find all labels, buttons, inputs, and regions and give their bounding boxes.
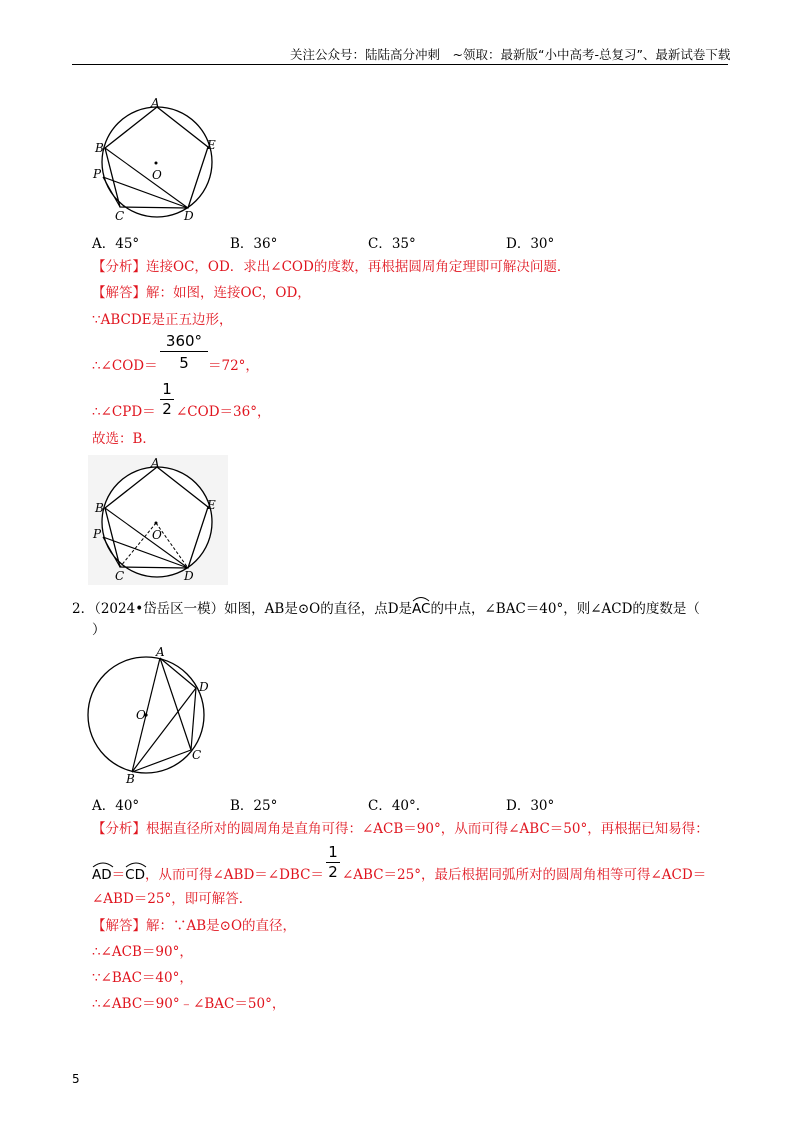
page-header: 关注公众号：陆陆高分冲刺 ~领取：最新版“小中高考-总复习”、最新试卷下载 — [290, 47, 731, 62]
q2-arc-eq: ＝ — [111, 867, 126, 883]
fig1-label-a: A — [151, 96, 160, 110]
q1-analysis — [92, 258, 570, 276]
q1-line-choice: 故选：B． — [92, 431, 156, 447]
q1-fraction-den-5: 5 — [179, 354, 189, 372]
arc-mark-icon — [412, 596, 430, 602]
fig3-label-b: B — [126, 772, 135, 785]
q1-fraction-num-360: 360° — [165, 332, 203, 350]
fig1-label-p: P — [93, 167, 102, 181]
q1-analysis-tag: 【分析】 — [92, 259, 146, 275]
q2-arc-ad-text: AD — [92, 867, 112, 883]
q2-stem-part-b: 的中点，∠BAC＝40°，则∠ACD的度数是（ — [430, 601, 700, 617]
q2-arc-cd — [125, 866, 145, 884]
fig2-label-e: E — [207, 498, 216, 512]
q2-stem-close: ） — [92, 622, 106, 638]
q1-fraction-bar-1 — [160, 351, 208, 352]
q2-line-abc: ∴∠ABC＝90°﹣∠BAC＝50°， — [92, 996, 286, 1012]
q2-analysis-text: 根据直径所对的圆周角是直角可得：∠ACB＝90°，从而可得∠ABC＝50°，再根据已知易得： — [146, 821, 709, 837]
arc-mark-icon — [92, 861, 114, 868]
fig1-label-o: O — [152, 168, 162, 182]
arc-mark-icon — [125, 861, 147, 868]
q2-option-b: B．25° — [230, 798, 278, 814]
q2-analysis-line2 — [92, 866, 324, 884]
q2-stem-arc-ac — [412, 600, 430, 618]
q1-option-c: C．35° — [368, 236, 416, 252]
fig3-label-a: A — [156, 645, 165, 659]
fig2-label-c: C — [115, 569, 125, 583]
header-divider — [72, 64, 728, 65]
fig3-label-c: C — [192, 748, 202, 762]
fig2-label-p: P — [93, 527, 102, 541]
fig2-label-d: D — [184, 569, 194, 583]
q2-line2-post: ∠ABC＝25°，最后根据同弧所对的圆周角相等可得∠ACD＝ — [342, 867, 707, 883]
fig1-label-e: E — [207, 138, 216, 152]
q1-option-d: D．30° — [506, 236, 555, 252]
q1-fraction-num-1: 1 — [162, 380, 172, 398]
figure-circle-diameter — [86, 645, 216, 785]
q1-solution-text: 解：如图，连接OC，OD， — [146, 285, 311, 301]
q2-line-bac: ∵∠BAC＝40°， — [92, 970, 193, 986]
q2-analysis-line3: ∠ABD＝25°，即可解答． — [92, 891, 253, 907]
figure-pentagon-1 — [88, 95, 228, 225]
page-number: 5 — [72, 1072, 80, 1086]
q2-option-d: D．30° — [506, 798, 555, 814]
q2-analysis — [92, 820, 709, 838]
q1-solution — [92, 284, 311, 302]
q2-arc-ad — [92, 866, 112, 884]
fig3-label-d: D — [199, 680, 209, 694]
q2-line2-mid: ，从而可得∠ABD＝∠DBC＝ — [144, 867, 324, 883]
q2-line-acb: ∴∠ACB＝90°， — [92, 944, 193, 960]
fig2-label-o: O — [152, 528, 162, 542]
q1-option-a: A．45° — [92, 236, 140, 252]
q1-solution-tag: 【解答】 — [92, 285, 146, 301]
q1-line-cpd-post: ∠COD＝36°， — [176, 404, 271, 420]
q1-option-b: B．36° — [230, 236, 278, 252]
q2-option-c: C．40°. — [368, 798, 421, 814]
q1-line-cod-pre: ∴∠COD＝ — [92, 358, 158, 374]
q1-fraction-den-2: 2 — [162, 400, 172, 418]
fig2-label-b: B — [95, 501, 104, 515]
figure-pentagon-2 — [88, 455, 228, 585]
q1-line-pentagon: ∵ABCDE是正五边形， — [92, 312, 233, 328]
fig2-label-a: A — [151, 456, 160, 470]
q2-solution-tag: 【解答】 — [92, 918, 146, 934]
q1-line-cpd-pre: ∴∠CPD＝ — [92, 404, 156, 420]
q2-fraction-num-1: 1 — [328, 843, 338, 861]
q1-analysis-text: 连接OC，OD．求出∠COD的度数，再根据圆周角定理即可解决问题． — [146, 259, 571, 275]
q1-line-cod-post: ＝72°， — [208, 358, 259, 374]
q2-stem-arc-text: AC — [412, 601, 431, 617]
q2-arc-cd-text: CD — [125, 867, 145, 883]
q2-option-a: A．40° — [92, 798, 140, 814]
fig1-label-c: C — [115, 209, 125, 223]
q2-solution-text: 解：∵AB是⊙O的直径， — [146, 918, 297, 934]
fig3-label-o: O — [136, 708, 146, 722]
fig1-label-d: D — [184, 209, 194, 223]
q2-solution — [92, 917, 296, 935]
q2-stem — [72, 600, 700, 618]
q2-fraction-den-2: 2 — [328, 863, 338, 881]
q2-stem-part-a: 2．（2024•岱岳区一模）如图，AB是⊙O的直径，点D是 — [72, 601, 413, 617]
q2-analysis-tag: 【分析】 — [92, 821, 146, 837]
fig1-label-b: B — [95, 141, 104, 155]
